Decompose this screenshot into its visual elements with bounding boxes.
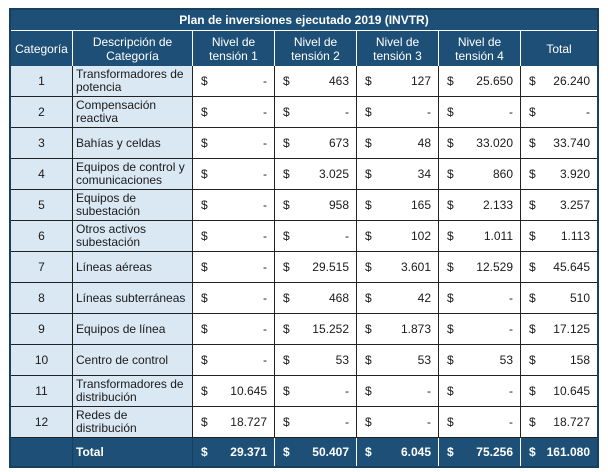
nivel-4-cell [439, 283, 521, 314]
nivel-3-cell [357, 345, 439, 376]
currency-symbol: $ [529, 384, 536, 398]
category-description-cell: Líneas aéreas [73, 252, 193, 283]
currency-symbol: $ [447, 322, 454, 336]
nivel-1-value: - [263, 260, 267, 274]
nivel-3-value: 165 [410, 198, 431, 212]
total-nivel-4-value: 75.256 [476, 445, 513, 459]
nivel-4-value: 1.011 [483, 229, 513, 243]
nivel-2-cell [275, 97, 357, 128]
nivel-2-value: 3.025 [318, 167, 349, 181]
grand-total-value: 161.080 [546, 445, 590, 459]
nivel-4-value: - [509, 291, 513, 305]
currency-symbol: $ [283, 353, 290, 367]
nivel-3-value: 48 [417, 136, 431, 150]
currency-symbol: $ [447, 136, 454, 150]
investment-table-container [9, 8, 599, 468]
nivel-4-value: - [509, 322, 513, 336]
nivel-2-value: 53 [335, 353, 349, 367]
category-description-cell: Equipos de control y comunicaciones [73, 159, 193, 190]
category-description-cell: Equipos de línea [73, 314, 193, 345]
currency-symbol: $ [201, 384, 208, 398]
currency-symbol: $ [447, 291, 454, 305]
row-total-value: 1.113 [560, 229, 590, 243]
nivel-2-cell [275, 283, 357, 314]
currency-symbol: $ [447, 415, 454, 429]
currency-symbol: $ [447, 445, 454, 459]
currency-symbol: $ [201, 322, 208, 336]
nivel-4-value: - [509, 415, 513, 429]
row-total-value: 18.727 [553, 415, 590, 429]
nivel-4-value: 12.529 [476, 260, 513, 274]
currency-symbol: $ [283, 322, 290, 336]
category-number-cell: 2 [11, 97, 73, 128]
nivel-3-cell [357, 190, 439, 221]
nivel-2-cell [275, 252, 357, 283]
nivel-1-value: - [263, 353, 267, 367]
nivel-1-cell [193, 128, 275, 159]
category-number-cell: 4 [11, 159, 73, 190]
row-total-value: 45.645 [553, 260, 590, 274]
currency-symbol: $ [201, 415, 208, 429]
row-total-cell [521, 221, 597, 252]
row-total-cell [521, 314, 597, 345]
category-number-cell: 1 [11, 66, 73, 97]
nivel-2-cell [275, 190, 357, 221]
nivel-3-value: 3.601 [400, 260, 431, 274]
nivel-3-cell [357, 376, 439, 407]
category-number-cell: 11 [11, 376, 73, 407]
currency-symbol: $ [201, 167, 208, 181]
total-nivel-3-value: 6.045 [400, 445, 431, 459]
total-nivel-1-value: 29.371 [230, 445, 267, 459]
row-total-value: 3.920 [559, 167, 590, 181]
row-total-value: 33.740 [553, 136, 590, 150]
currency-symbol: $ [283, 260, 290, 274]
currency-symbol: $ [365, 229, 372, 243]
nivel-4-cell [439, 376, 521, 407]
currency-symbol: $ [201, 136, 208, 150]
currency-symbol: $ [529, 198, 536, 212]
currency-symbol: $ [447, 260, 454, 274]
currency-symbol: $ [447, 167, 454, 181]
nivel-4-cell [439, 190, 521, 221]
table-row [11, 159, 597, 190]
currency-symbol: $ [529, 291, 536, 305]
currency-symbol: $ [447, 229, 454, 243]
nivel-4-value: - [509, 105, 513, 119]
nivel-4-cell [439, 66, 521, 97]
nivel-1-cell [193, 190, 275, 221]
row-total-value: 26.240 [553, 74, 590, 88]
currency-symbol: $ [201, 291, 208, 305]
category-description-cell: Centro de control [73, 345, 193, 376]
currency-symbol: $ [283, 291, 290, 305]
currency-symbol: $ [447, 74, 454, 88]
currency-symbol: $ [201, 229, 208, 243]
row-total-cell [521, 407, 597, 438]
col-header-nivel-3: Nivel de tensión 3 [357, 31, 439, 66]
nivel-3-cell [357, 159, 439, 190]
nivel-4-cell [439, 221, 521, 252]
currency-symbol: $ [529, 167, 536, 181]
currency-symbol: $ [283, 229, 290, 243]
currency-symbol: $ [529, 260, 536, 274]
nivel-3-cell [357, 97, 439, 128]
nivel-2-value: - [345, 415, 349, 429]
currency-symbol: $ [283, 415, 290, 429]
nivel-1-cell [193, 314, 275, 345]
currency-symbol: $ [529, 229, 536, 243]
currency-symbol: $ [365, 105, 372, 119]
currency-symbol: $ [201, 260, 208, 274]
nivel-4-value: 53 [499, 353, 513, 367]
nivel-2-value: - [345, 384, 349, 398]
row-total-cell [521, 128, 597, 159]
row-total-cell [521, 97, 597, 128]
nivel-3-cell [357, 407, 439, 438]
nivel-2-cell [275, 407, 357, 438]
table-row [11, 283, 597, 314]
nivel-3-cell [357, 283, 439, 314]
nivel-4-value: 25.650 [476, 74, 513, 88]
nivel-3-value: 102 [410, 229, 431, 243]
currency-symbol: $ [283, 384, 290, 398]
currency-symbol: $ [365, 291, 372, 305]
nivel-2-value: 468 [328, 291, 349, 305]
row-total-value: 510 [569, 291, 590, 305]
category-description-cell: Transformadores de distribución [73, 376, 193, 407]
nivel-1-cell [193, 221, 275, 252]
nivel-3-value: - [427, 105, 431, 119]
nivel-3-value: 53 [417, 353, 431, 367]
category-number-cell: 9 [11, 314, 73, 345]
category-description-cell: Compensación reactiva [73, 97, 193, 128]
table-row [11, 190, 597, 221]
row-total-value: 10.645 [553, 384, 590, 398]
currency-symbol: $ [365, 74, 372, 88]
nivel-1-value: - [263, 105, 267, 119]
table-row [11, 314, 597, 345]
row-total-cell [521, 66, 597, 97]
category-description-cell: Redes de distribución [73, 407, 193, 438]
table-row [11, 66, 597, 97]
nivel-3-value: 34 [417, 167, 431, 181]
row-total-value: 17.125 [553, 322, 590, 336]
row-total-value: 158 [569, 353, 590, 367]
nivel-2-cell [275, 221, 357, 252]
table-row [11, 407, 597, 438]
nivel-3-cell [357, 252, 439, 283]
currency-symbol: $ [201, 198, 208, 212]
nivel-1-value: - [263, 229, 267, 243]
nivel-2-cell [275, 159, 357, 190]
nivel-2-cell [275, 66, 357, 97]
table-row [11, 97, 597, 128]
currency-symbol: $ [283, 445, 290, 459]
nivel-4-value: 2.133 [482, 198, 513, 212]
row-total-cell [521, 159, 597, 190]
currency-symbol: $ [283, 74, 290, 88]
nivel-1-value: - [263, 167, 267, 181]
nivel-2-cell [275, 345, 357, 376]
nivel-3-value: - [427, 384, 431, 398]
nivel-2-cell [275, 128, 357, 159]
currency-symbol: $ [365, 136, 372, 150]
currency-symbol: $ [201, 105, 208, 119]
category-number-cell: 3 [11, 128, 73, 159]
nivel-3-cell [357, 128, 439, 159]
nivel-1-value: - [263, 198, 267, 212]
nivel-2-value: 673 [328, 136, 349, 150]
table-row [11, 345, 597, 376]
category-number-cell: 8 [11, 283, 73, 314]
currency-symbol: $ [529, 322, 536, 336]
grand-total-cell [521, 438, 597, 466]
total-nivel-2-value: 50.407 [312, 445, 349, 459]
nivel-2-value: 15.252 [312, 322, 349, 336]
nivel-1-cell [193, 66, 275, 97]
currency-symbol: $ [447, 353, 454, 367]
nivel-1-cell [193, 252, 275, 283]
nivel-4-cell [439, 252, 521, 283]
nivel-1-cell [193, 283, 275, 314]
total-nivel-1-cell [193, 438, 275, 466]
nivel-1-value: - [263, 322, 267, 336]
nivel-4-value: 860 [492, 167, 513, 181]
currency-symbol: $ [283, 167, 290, 181]
currency-symbol: $ [529, 415, 536, 429]
currency-symbol: $ [201, 445, 208, 459]
table-header [11, 10, 597, 66]
row-total-value: 3.257 [559, 198, 590, 212]
currency-symbol: $ [365, 445, 372, 459]
nivel-2-cell [275, 376, 357, 407]
row-total-cell [521, 345, 597, 376]
currency-symbol: $ [529, 353, 536, 367]
currency-symbol: $ [447, 384, 454, 398]
nivel-4-cell [439, 97, 521, 128]
nivel-2-value: 463 [328, 74, 349, 88]
total-nivel-3-cell [357, 438, 439, 466]
category-number-cell: 6 [11, 221, 73, 252]
nivel-1-cell [193, 345, 275, 376]
currency-symbol: $ [447, 198, 454, 212]
table-body [11, 66, 597, 438]
col-header-total: Total [521, 31, 597, 66]
nivel-3-value: - [427, 415, 431, 429]
nivel-1-cell [193, 407, 275, 438]
nivel-1-value: 18.727 [230, 415, 267, 429]
currency-symbol: $ [283, 105, 290, 119]
col-header-categoria: Categoría [11, 31, 73, 66]
currency-symbol: $ [365, 198, 372, 212]
col-header-nivel-1: Nivel de tensión 1 [193, 31, 275, 66]
row-total-cell [521, 252, 597, 283]
nivel-4-value: - [509, 384, 513, 398]
currency-symbol: $ [365, 260, 372, 274]
nivel-1-value: 10.645 [230, 384, 267, 398]
table-title: Plan de inversiones ejecutado 2019 (INVTR) [11, 10, 597, 31]
total-nivel-2-cell [275, 438, 357, 466]
table-row [11, 221, 597, 252]
category-number-cell: 10 [11, 345, 73, 376]
currency-symbol: $ [283, 198, 290, 212]
currency-symbol: $ [529, 136, 536, 150]
nivel-1-cell [193, 159, 275, 190]
currency-symbol: $ [201, 353, 208, 367]
currency-symbol: $ [529, 445, 536, 459]
row-total-value: - [586, 105, 590, 119]
total-label: Total [73, 438, 193, 466]
investment-table [11, 10, 597, 466]
currency-symbol: $ [365, 415, 372, 429]
nivel-2-value: 958 [328, 198, 349, 212]
category-description-cell: Bahías y celdas [73, 128, 193, 159]
currency-symbol: $ [365, 322, 372, 336]
nivel-3-value: 1.873 [400, 322, 431, 336]
nivel-1-value: - [263, 291, 267, 305]
row-total-cell [521, 376, 597, 407]
table-row [11, 128, 597, 159]
category-number-cell: 7 [11, 252, 73, 283]
nivel-2-value: 29.515 [312, 260, 349, 274]
table-row [11, 252, 597, 283]
total-nivel-4-cell [439, 438, 521, 466]
currency-symbol: $ [283, 136, 290, 150]
title-row [11, 10, 597, 31]
category-description-cell: Líneas subterráneas [73, 283, 193, 314]
nivel-4-cell [439, 159, 521, 190]
nivel-3-cell [357, 314, 439, 345]
nivel-1-cell [193, 376, 275, 407]
nivel-2-cell [275, 314, 357, 345]
column-header-row [11, 31, 597, 66]
nivel-3-value: 127 [410, 74, 431, 88]
category-description-cell: Transformadores de potencia [73, 66, 193, 97]
nivel-1-value: - [263, 136, 267, 150]
col-header-nivel-4: Nivel de tensión 4 [439, 31, 521, 66]
currency-symbol: $ [529, 105, 536, 119]
col-header-descripcion: Descripción de Categoría [73, 31, 193, 66]
currency-symbol: $ [529, 74, 536, 88]
category-number-cell: 12 [11, 407, 73, 438]
category-number-cell: 5 [11, 190, 73, 221]
nivel-3-cell [357, 66, 439, 97]
table-row [11, 376, 597, 407]
category-description-cell: Equipos de subestación [73, 190, 193, 221]
currency-symbol: $ [365, 384, 372, 398]
table-footer [11, 438, 597, 466]
col-header-nivel-2: Nivel de tensión 2 [275, 31, 357, 66]
nivel-4-cell [439, 314, 521, 345]
nivel-3-value: 42 [417, 291, 431, 305]
nivel-3-cell [357, 221, 439, 252]
nivel-4-cell [439, 128, 521, 159]
nivel-2-value: - [345, 105, 349, 119]
nivel-4-cell [439, 407, 521, 438]
nivel-1-cell [193, 97, 275, 128]
nivel-1-value: - [263, 74, 267, 88]
nivel-4-value: 33.020 [476, 136, 513, 150]
currency-symbol: $ [365, 167, 372, 181]
total-row [11, 438, 597, 466]
category-description-cell: Otros activos subestación [73, 221, 193, 252]
currency-symbol: $ [447, 105, 454, 119]
currency-symbol: $ [201, 74, 208, 88]
total-spacer-cell [11, 438, 73, 466]
row-total-cell [521, 283, 597, 314]
row-total-cell [521, 190, 597, 221]
nivel-2-value: - [345, 229, 349, 243]
currency-symbol: $ [365, 353, 372, 367]
nivel-4-cell [439, 345, 521, 376]
